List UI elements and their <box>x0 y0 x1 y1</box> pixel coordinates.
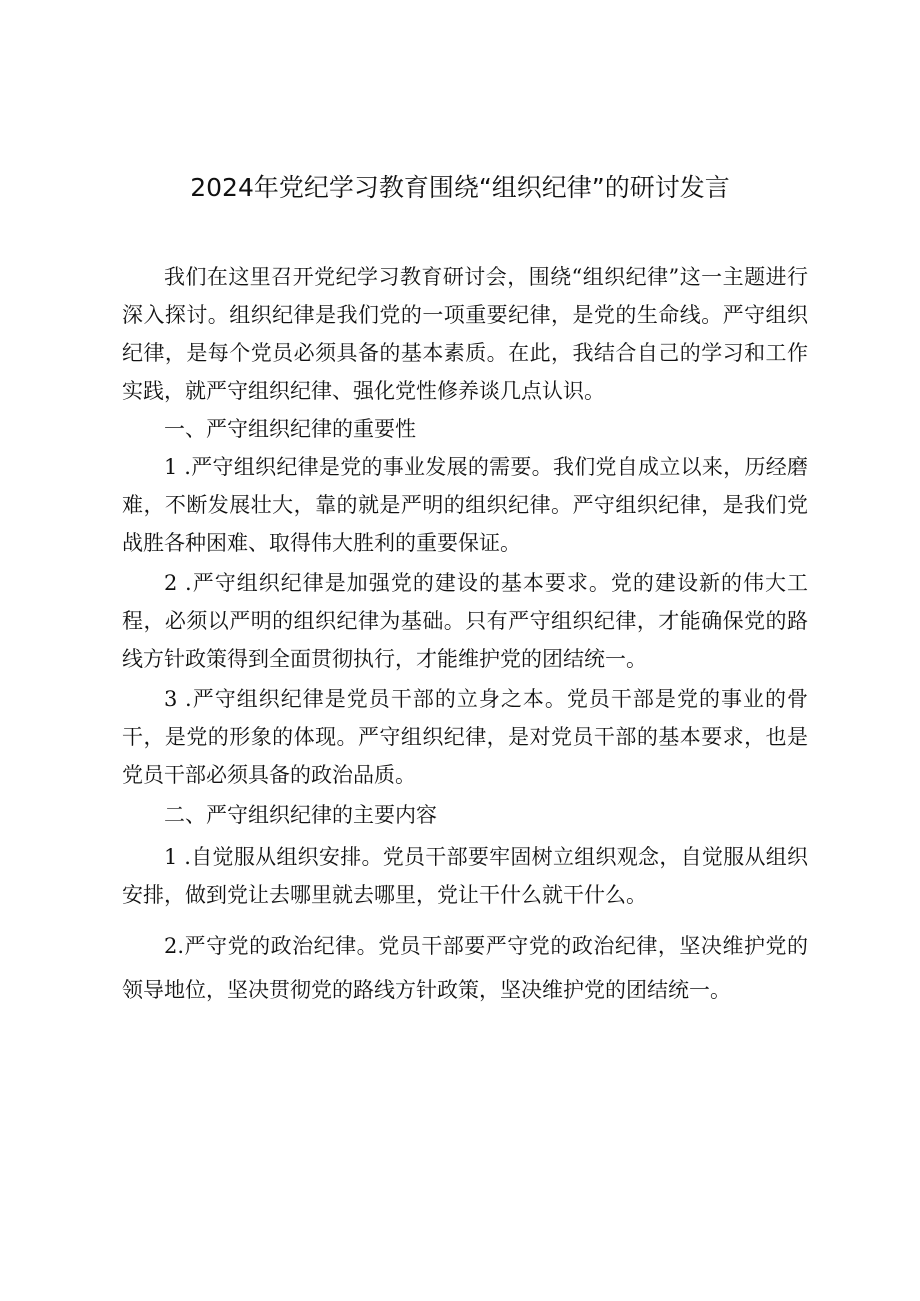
section1-item-1: 1 .严守组织纪律是党的事业发展的需要。我们党自成立以来，历经磨难，不断发展壮大，靠的就是严明的组织纪律。严守组织纪律，是我们党战胜各种困难、取得伟大胜利的重要保证。 <box>122 455 808 555</box>
section2-item-1: 1 .自觉服从组织安排。党员干部要牢固树立组织观念，自觉服从组织安排，做到党让去哪里就去哪里，党让干什么就干什么。 <box>122 845 808 907</box>
intro-paragraph: 我们在这里召开党纪学习教育研讨会，围绕“组织纪律”这一主题进行深入探讨。组织纪律是我们党的一项重要纪律，是党的生命线。严守组织纪律，是每个党员必须具备的基本素质。在此，我结合自己的学习和工作实践，就严守组织纪律、强化党性修养谈几点认识。 <box>122 265 808 403</box>
section1-item-3: 3 .严守组织纪律是党员干部的立身之本。党员干部是党的事业的骨干，是党的形象的体现。严守组织纪律，是对党员干部的基本要求，也是党员干部必须具备的政治品质。 <box>122 687 808 787</box>
document-title: 2024年党纪学习教育围绕“组织纪律”的研讨发言 <box>190 173 730 202</box>
section-heading-1: 一、严守组织纪律的重要性 <box>164 417 416 441</box>
section-heading-2: 二、严守组织纪律的主要内容 <box>164 803 437 827</box>
section1-item-2: 2 .严守组织纪律是加强党的建设的基本要求。党的建设新的伟大工程，必须以严明的组织纪律为基础。只有严守组织纪律，才能确保党的路线方针政策得到全面贯彻执行，才能维护党的团结统一。 <box>122 571 808 671</box>
section2-item-2: 2.严守党的政治纪律。党员干部要严守党的政治纪律，坚决维护党的领导地位，坚决贯彻党的路线方针政策，坚决维护党的团结统一。 <box>122 934 808 1002</box>
document-body <box>122 258 808 1012</box>
